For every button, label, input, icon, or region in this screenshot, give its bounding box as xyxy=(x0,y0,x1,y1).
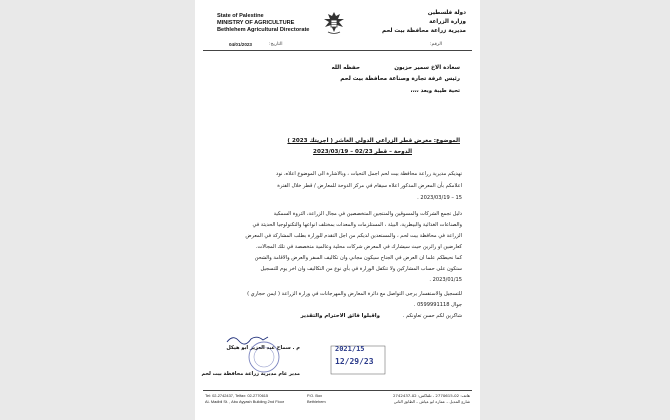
body-line: كعارضين او زائرين حيث سيشارك في المعرض شركات محلية وعالمية متخصصة في تلك المجالات. xyxy=(255,244,462,250)
body-line: 15 – 2023/03/19 . xyxy=(417,195,462,201)
received-stamp-date: 12/29/23 xyxy=(335,357,374,366)
body-line: دليل تجمع الشركات والمسوقين والمنتجين المتخصصين في مجال الزراعة، الثروة السمكية xyxy=(273,211,462,217)
body-line: الزراعة في محافظة بيت لحم ، والمستعدين لديكم من اجل التقدم للوزارة بطلب المشاركة في المعرض xyxy=(245,233,462,239)
header-en-state: State of Palestine xyxy=(217,13,264,19)
body-line: ستكون على حساب المشاركين ولا تتكفل الوزارة في بأي نوع من التكاليف وان اخر يوم للتسجيل xyxy=(260,266,462,272)
body-line: شاكرين لكم حسن تعاونكم . xyxy=(402,313,462,319)
footer-address: Al- Madbil St. , Abu Ayyash Building 2nd Floor xyxy=(205,399,285,404)
footer-contact-ar: هاتف: 02-2770615 - تلفاكس: 02-2742437 xyxy=(392,393,470,398)
date-label: التاريخ: xyxy=(269,42,283,47)
body-line: تهديكم مديرية زراعة محافظة بيت لحم اجمل التحيات ، وبالاشارة الى الموضوع اعلاه، نود xyxy=(276,171,462,177)
footer-contact: Tel: 02-2742437, Telfax: 02-2770615 xyxy=(205,393,269,398)
date-value: 04/01/2023 xyxy=(229,42,252,47)
header-ar-ministry: وزارة الزراعة xyxy=(429,19,466,25)
body-line: للتسجيل والاستفسار يرجى التواصل مع دائرة المعارض والمهرجانات في وزارة الزراعة ( ايمن حجازي ) xyxy=(247,291,462,297)
letter-page xyxy=(195,0,480,420)
footer-po-box: P.O. Box xyxy=(307,393,323,398)
addressee-title: رئيس غرفة تجارة وصناعة محافظة بيت لحم xyxy=(340,76,460,82)
signatory-title: مدير عام مديرية زراعة محافظة بيت لحم xyxy=(201,371,300,377)
header-ar-directorate: مديرية زراعة محافظة بيت لحم xyxy=(381,28,466,34)
greeting: تحية طيبة وبعد ،،،، xyxy=(410,88,460,94)
closing-line: واقبلوا فائق الاحترام والتقدير xyxy=(300,313,380,319)
header-ar-state: دولة فلسطين xyxy=(427,10,466,16)
header-en-directorate: Bethlehem Agricultural Directorate xyxy=(217,27,310,33)
body-line: 2023/01/15 . xyxy=(429,277,462,283)
body-line: كما نحيطكم علما ان العرض في الجناح سيكون مجاني وان تكاليف السفر والعرض والاقامة والشحن xyxy=(254,255,462,261)
body-line: والصناعات الغذائية والبيطرية، البيئة ، المستلزمات والمعدات بمختلف انواعها والتكنولوجيا الحديثة في xyxy=(252,222,462,228)
addressee-honorific: حفظه الله xyxy=(331,65,360,71)
addressee-name: سعادة الاخ سمير حزبون xyxy=(394,65,460,71)
footer-city: Bethlehem xyxy=(307,399,326,404)
body-line: جوال 0599991118 . xyxy=(413,302,462,308)
received-stamp-number: 2021/15 xyxy=(335,345,365,353)
subject-line: الموضوع: معرض قطر الزراعي الدولي العاشر ( اجريتك 2023 ) xyxy=(287,138,460,144)
body-line: اعلامكم بأن المعرض المذكور اعلاه سيقام في مركز الدوحة للمعارض / قطر خلال الفترة xyxy=(277,183,462,189)
footer-address-ar: شارع المدبل – عمارة ابو عياش – الطابق الثاني xyxy=(393,399,470,404)
reference-label: الرقم: xyxy=(429,42,442,47)
signatory-name: م . سماح عبد العزيز ابو هيكل xyxy=(226,345,300,351)
header-en-ministry: MINISTRY OF AGRICULTURE xyxy=(217,20,295,26)
footer-divider xyxy=(203,390,472,391)
official-stamp-icon xyxy=(247,340,281,374)
palestine-emblem-icon xyxy=(321,10,347,36)
subject-dates: الدوحة – قطر 02/23 – 2023/03/19 xyxy=(313,149,412,155)
header-divider xyxy=(203,50,472,51)
